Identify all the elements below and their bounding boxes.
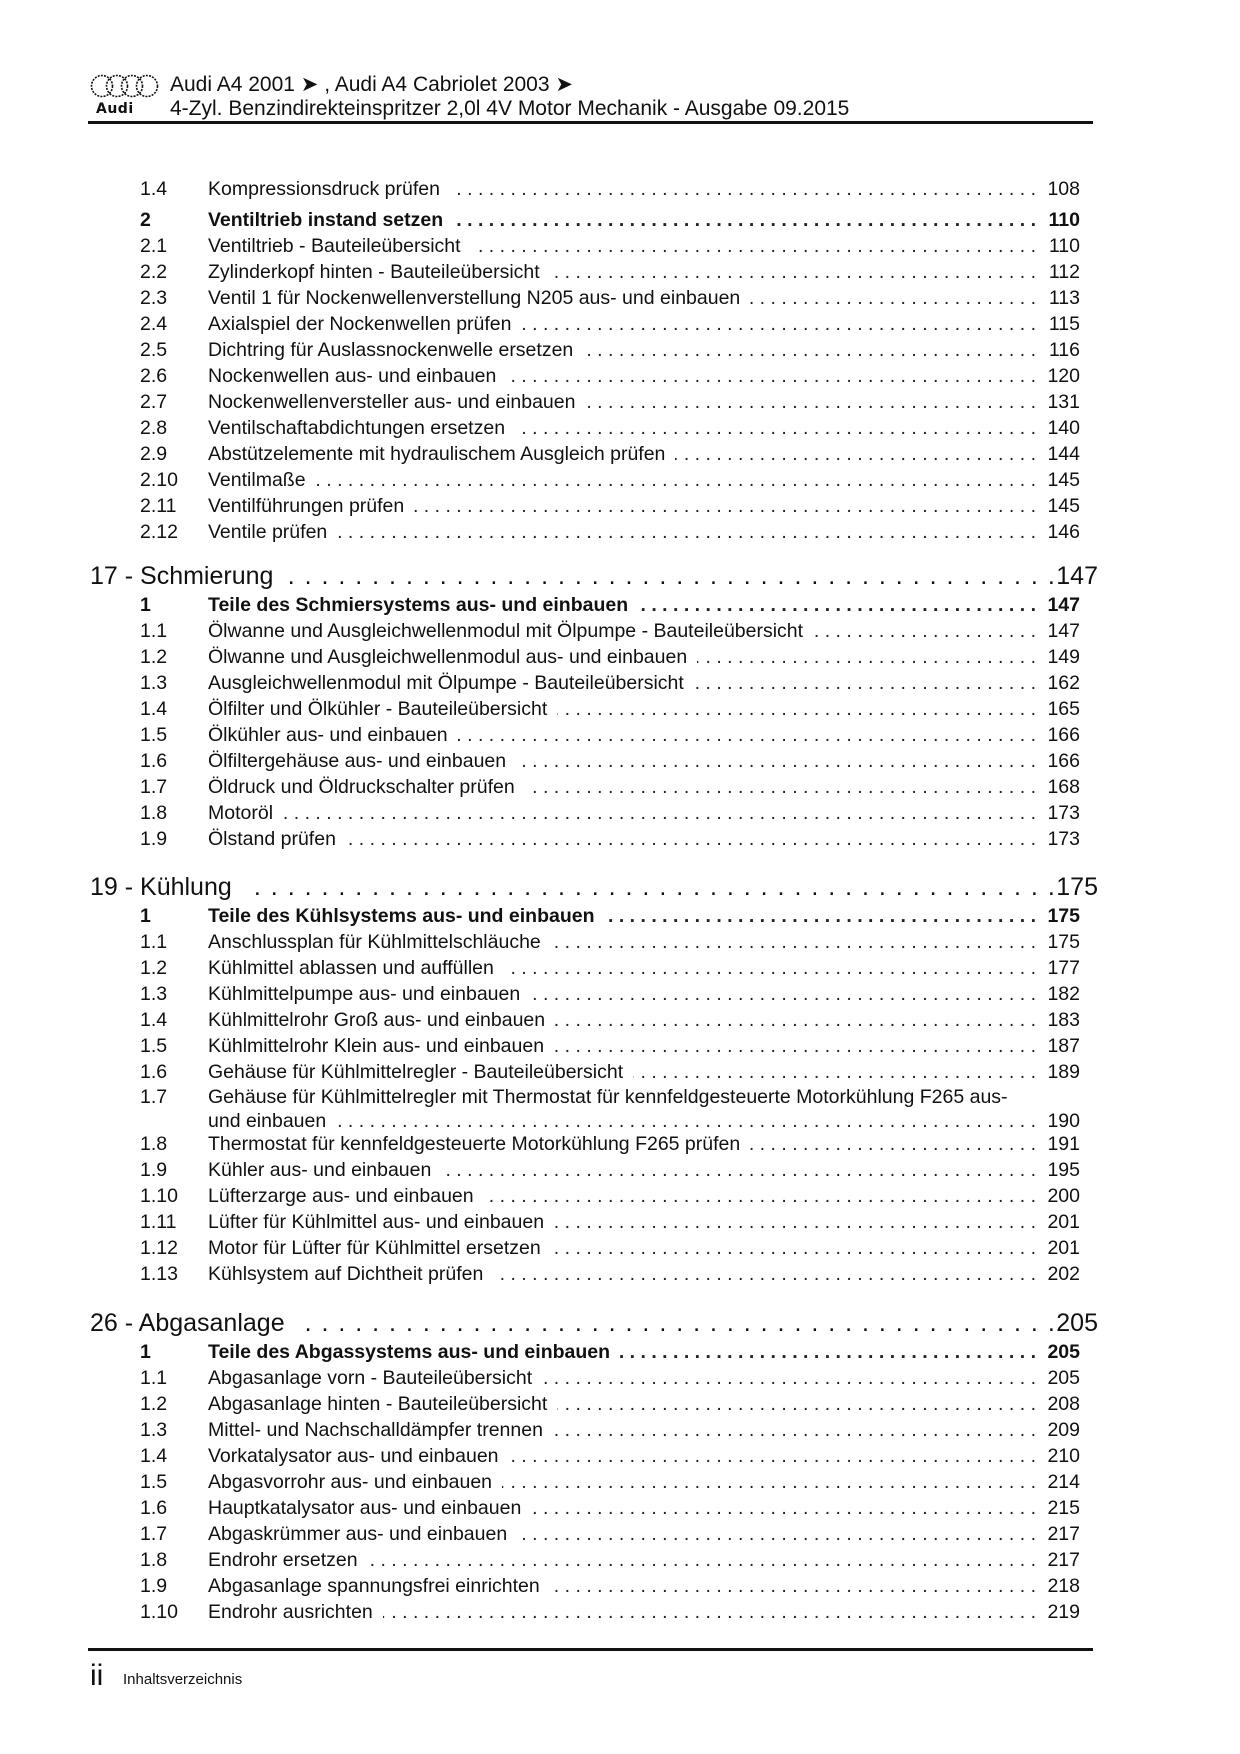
toc-entry-title: Ölfiltergehäuse aus- und einbauen bbox=[208, 750, 507, 772]
dot-leader bbox=[297, 1308, 1057, 1338]
toc-entry-title: Ölkühler aus- und einbauen bbox=[208, 724, 448, 746]
dot-leader bbox=[694, 671, 1036, 695]
toc-entry[interactable] bbox=[140, 1131, 1080, 1157]
toc-entry-title: Ventile prüfen bbox=[208, 521, 328, 543]
toc-entry-number: 1.7 bbox=[140, 1086, 168, 1108]
toc-entry-number: 1.4 bbox=[140, 1445, 168, 1467]
toc-entry[interactable] bbox=[140, 415, 1080, 441]
toc-entry-page: 115 bbox=[1048, 313, 1080, 335]
toc-entry[interactable] bbox=[140, 1183, 1080, 1209]
toc-entry-page: 147 bbox=[1047, 594, 1080, 616]
toc-entry-title: Lüfter für Kühlmittel aus- und einbauen bbox=[208, 1211, 545, 1233]
dot-leader bbox=[493, 1262, 1036, 1286]
dot-leader bbox=[337, 520, 1036, 544]
toc-entry[interactable] bbox=[140, 441, 1080, 467]
toc-entry-page: 145 bbox=[1047, 469, 1080, 491]
header-vehicle-models: Audi A4 2001 ➤ , Audi A4 Cabriolet 2003 ➤ bbox=[170, 73, 573, 96]
toc-entry-number: 1.3 bbox=[140, 672, 168, 694]
toc-entry-title: Teile des Kühlsystems aus- und einbauen bbox=[208, 905, 595, 927]
toc-entry-number: 2.12 bbox=[140, 521, 178, 543]
dot-leader bbox=[509, 1444, 1036, 1468]
footer-page-number: ii bbox=[90, 1659, 104, 1692]
dot-leader bbox=[557, 697, 1036, 721]
toc-entry-number: 2 bbox=[140, 209, 151, 231]
toc-entry-number: 1 bbox=[140, 905, 151, 927]
toc-entry-number: 1.9 bbox=[140, 1159, 168, 1181]
toc-entry[interactable] bbox=[140, 363, 1080, 389]
toc-entry-title: Thermostat für kennfeldgesteuerte Motorkühlung F265 prüfen bbox=[208, 1133, 741, 1155]
toc-entry[interactable] bbox=[140, 1547, 1080, 1573]
toc-entry-title: Vorkatalysator aus- und einbauen bbox=[208, 1445, 499, 1467]
toc-entry-number: 2.10 bbox=[140, 469, 178, 491]
toc-entry-page: 218 bbox=[1047, 1575, 1080, 1597]
toc-entry-title: Öldruck und Öldruckschalter prüfen bbox=[208, 776, 515, 798]
toc-entry-page: 113 bbox=[1048, 287, 1080, 309]
footer-label: Inhaltsverzeichnis bbox=[123, 1671, 243, 1688]
toc-entry[interactable] bbox=[140, 955, 1080, 981]
dot-leader bbox=[484, 1184, 1036, 1208]
toc-entry[interactable] bbox=[140, 1521, 1080, 1547]
toc-entry-title: Ventiltrieb instand setzen bbox=[208, 209, 444, 231]
toc-entry-page: 175 bbox=[1047, 931, 1080, 953]
toc-entry-page: 144 bbox=[1047, 443, 1080, 465]
toc-entry-title: Ventil 1 für Nockenwellenverstellung N205 aus- und einbauen bbox=[208, 287, 741, 309]
toc-entry[interactable] bbox=[140, 1469, 1080, 1495]
toc-chapter-heading[interactable] bbox=[90, 871, 1098, 903]
toc-entry-number: 2.5 bbox=[140, 339, 168, 361]
toc-entry-title: Ventilschaftabdichtungen ersetzen bbox=[208, 417, 506, 439]
dot-leader bbox=[605, 904, 1037, 928]
toc-entry-page: 187 bbox=[1047, 1035, 1080, 1057]
toc-entry-number: 1.6 bbox=[140, 1497, 168, 1519]
toc-entry-page: 205 bbox=[1047, 1341, 1080, 1363]
toc-entry-page: 214 bbox=[1047, 1471, 1080, 1493]
dot-leader bbox=[750, 286, 1036, 310]
toc-entry-page: 140 bbox=[1047, 417, 1080, 439]
dot-leader bbox=[551, 1236, 1036, 1260]
toc-entry[interactable] bbox=[140, 1157, 1080, 1183]
dot-leader bbox=[414, 494, 1036, 518]
toc-entry[interactable] bbox=[140, 1599, 1080, 1625]
toc-entry-title: Teile des Abgassystems aus- und einbauen bbox=[208, 1341, 611, 1363]
dot-leader bbox=[517, 1522, 1036, 1546]
toc-entry[interactable] bbox=[140, 696, 1080, 722]
toc-entry-title: Mittel- und Nachschalldämpfer trennen bbox=[208, 1419, 543, 1441]
toc-entry[interactable] bbox=[140, 826, 1080, 852]
toc-entry-page: 189 bbox=[1047, 1061, 1080, 1083]
toc-entry-page: 149 bbox=[1047, 646, 1080, 668]
toc-entry[interactable] bbox=[140, 233, 1080, 259]
toc-entry-number: 2.11 bbox=[140, 495, 177, 517]
header-divider bbox=[88, 121, 1093, 124]
toc-entry-page: 173 bbox=[1047, 802, 1080, 824]
toc-entry-title: Kompressionsdruck prüfen bbox=[208, 178, 440, 200]
toc-entry-number: 1.5 bbox=[140, 724, 168, 746]
toc-entry-page: 165 bbox=[1047, 698, 1080, 720]
toc-entry[interactable] bbox=[140, 929, 1080, 955]
toc-entry-number: 1.10 bbox=[140, 1601, 178, 1623]
dot-leader bbox=[283, 801, 1036, 825]
toc-entry[interactable] bbox=[140, 1209, 1080, 1235]
toc-entry[interactable] bbox=[140, 1059, 1080, 1085]
dot-leader bbox=[531, 1496, 1036, 1520]
toc-entry-number: 1.8 bbox=[140, 802, 168, 824]
toc-entry[interactable] bbox=[140, 644, 1080, 670]
toc-entry-title: Ventiltrieb - Bauteileübersicht bbox=[208, 235, 461, 257]
dot-leader bbox=[522, 312, 1037, 336]
toc-entry-number: 1.13 bbox=[140, 1263, 178, 1285]
toc-entry-title: Endrohr ersetzen bbox=[208, 1549, 358, 1571]
toc-entry[interactable] bbox=[140, 1443, 1080, 1469]
toc-entry-title: Abgasanlage hinten - Bauteileübersicht bbox=[208, 1393, 548, 1415]
chapter-title: 19 - Kühlung bbox=[90, 873, 232, 901]
toc-entry[interactable] bbox=[140, 1261, 1080, 1287]
toc-entry-number: 1.3 bbox=[140, 1419, 168, 1441]
toc-entry[interactable] bbox=[140, 1085, 1080, 1133]
dot-leader bbox=[504, 956, 1036, 980]
dot-leader bbox=[554, 1034, 1036, 1058]
dot-leader bbox=[542, 1366, 1036, 1390]
dot-leader bbox=[516, 749, 1036, 773]
dot-leader bbox=[750, 1132, 1036, 1156]
toc-entry-title: Zylinderkopf hinten - Bauteileübersicht bbox=[208, 261, 540, 283]
toc-entry-page: 131 bbox=[1047, 391, 1080, 413]
toc-entry-number: 1.7 bbox=[140, 1523, 168, 1545]
dot-leader bbox=[441, 1158, 1036, 1182]
toc-entry[interactable] bbox=[140, 176, 1080, 202]
toc-entry-title: Gehäuse für Kühlmittelregler mit Thermostat für kennfeldgesteuerte Motorkühlung F265 aus- bbox=[208, 1086, 1008, 1108]
toc-entry-page: 191 bbox=[1047, 1133, 1080, 1155]
dot-leader bbox=[551, 930, 1036, 954]
toc-entry-number: 2.9 bbox=[140, 443, 168, 465]
dot-leader bbox=[453, 208, 1036, 232]
toc-entry-number: 1.2 bbox=[140, 646, 168, 668]
toc-entry-page: 146 bbox=[1047, 521, 1080, 543]
toc-entry[interactable] bbox=[140, 389, 1080, 415]
dot-leader bbox=[336, 1109, 1036, 1133]
chapter-page: 175 bbox=[1056, 873, 1098, 901]
toc-entry[interactable] bbox=[140, 748, 1080, 774]
toc-entry-page: 183 bbox=[1047, 1009, 1080, 1031]
toc-entry-title: Kühlmittel ablassen und auffüllen bbox=[208, 957, 494, 979]
toc-entry-number: 2.8 bbox=[140, 417, 168, 439]
toc-entry-number: 2.3 bbox=[140, 287, 168, 309]
toc-entry[interactable] bbox=[140, 467, 1080, 493]
toc-entry-title: Abgasanlage vorn - Bauteileübersicht bbox=[208, 1367, 533, 1389]
toc-entry-title: Dichtring für Auslassnockenwelle ersetzen bbox=[208, 339, 574, 361]
toc-entry[interactable] bbox=[140, 1495, 1080, 1521]
toc-entry[interactable] bbox=[140, 1391, 1080, 1417]
toc-entry-number: 1.6 bbox=[140, 750, 168, 772]
toc-entry-title: Hauptkatalysator aus- und einbauen bbox=[208, 1497, 522, 1519]
dot-leader bbox=[620, 1340, 1036, 1364]
toc-entry-title: Ölwanne und Ausgleichwellenmodul aus- und einbauen bbox=[208, 646, 688, 668]
toc-entry-number: 1.4 bbox=[140, 1009, 168, 1031]
toc-entry[interactable] bbox=[140, 618, 1080, 644]
toc-entry[interactable] bbox=[140, 774, 1080, 800]
header-manual-title: 4-Zyl. Benzindirekteinspritzer 2,0l 4V Motor Mechanik - Ausgabe 09.2015 bbox=[170, 97, 850, 120]
toc-entry-number: 2.2 bbox=[140, 261, 168, 283]
toc-entry-page: 110 bbox=[1048, 209, 1080, 231]
dot-leader bbox=[285, 561, 1056, 591]
toc-entry[interactable] bbox=[140, 1339, 1080, 1365]
toc-entry-number: 1.5 bbox=[140, 1471, 168, 1493]
toc-entry-title: Ölwanne und Ausgleichwellenmodul mit Ölpumpe - Bauteileübersicht bbox=[208, 620, 804, 642]
toc-entry-title: Endrohr ausrichten bbox=[208, 1601, 373, 1623]
toc-entry-number: 1 bbox=[140, 1341, 151, 1363]
toc-entry-title: Abgasanlage spannungsfrei einrichten bbox=[208, 1575, 540, 1597]
toc-entry[interactable] bbox=[140, 337, 1080, 363]
toc-entry[interactable] bbox=[140, 1033, 1080, 1059]
dot-leader bbox=[553, 1418, 1036, 1442]
toc-entry[interactable] bbox=[140, 311, 1080, 337]
toc-entry-page: 219 bbox=[1047, 1601, 1080, 1623]
dot-leader bbox=[557, 1392, 1036, 1416]
toc-entry-number: 2.1 bbox=[140, 235, 168, 257]
toc-entry-page: 147 bbox=[1047, 620, 1080, 642]
toc-entry-page: 166 bbox=[1047, 724, 1080, 746]
dot-leader bbox=[525, 775, 1036, 799]
toc-entry-number: 1.1 bbox=[140, 1367, 168, 1389]
toc-entry-title: Lüfterzarge aus- und einbauen bbox=[208, 1185, 474, 1207]
toc-entry-number: 2.6 bbox=[140, 365, 168, 387]
toc-entry-title: Kühlmittelrohr Groß aus- und einbauen bbox=[208, 1009, 546, 1031]
dot-leader bbox=[368, 1548, 1036, 1572]
toc-entry-title: Ölfilter und Ölkühler - Bauteileübersicht bbox=[208, 698, 548, 720]
toc-entry-number: 1.6 bbox=[140, 1061, 168, 1083]
toc-entry-number: 1.4 bbox=[140, 698, 168, 720]
audi-wordmark: Audi bbox=[96, 101, 134, 117]
toc-entry-page: 110 bbox=[1048, 235, 1080, 257]
toc-entry[interactable] bbox=[140, 670, 1080, 696]
toc-entry-title-continued: und einbauen bbox=[208, 1110, 327, 1132]
toc-entry-page: 175 bbox=[1047, 905, 1080, 927]
chapter-title: 26 - Abgasanlage bbox=[90, 1309, 285, 1337]
dot-leader bbox=[346, 827, 1036, 851]
toc-entry[interactable] bbox=[140, 207, 1080, 233]
dot-leader bbox=[383, 1600, 1036, 1624]
toc-entry-page: 195 bbox=[1047, 1159, 1080, 1181]
dot-leader bbox=[813, 619, 1036, 643]
footer-divider bbox=[88, 1648, 1093, 1651]
toc-entry[interactable] bbox=[140, 519, 1080, 545]
toc-entry-number: 1.10 bbox=[140, 1185, 178, 1207]
toc-entry-page: 182 bbox=[1047, 983, 1080, 1005]
toc-entry-title: Teile des Schmiersystems aus- und einbauen bbox=[208, 594, 629, 616]
toc-entry-number: 1.9 bbox=[140, 1575, 168, 1597]
toc-entry[interactable] bbox=[140, 493, 1080, 519]
toc-entry-page: 215 bbox=[1047, 1497, 1080, 1519]
toc-entry-title: Abgaskrümmer aus- und einbauen bbox=[208, 1523, 508, 1545]
dot-leader bbox=[550, 260, 1036, 284]
toc-entry-page: 166 bbox=[1047, 750, 1080, 772]
toc-entry-number: 1.8 bbox=[140, 1133, 168, 1155]
dot-leader bbox=[554, 1210, 1036, 1234]
toc-entry-title: Motoröl bbox=[208, 802, 274, 824]
toc-entry-title: Axialspiel der Nockenwellen prüfen bbox=[208, 313, 512, 335]
toc-entry[interactable] bbox=[140, 1235, 1080, 1261]
toc-entry-number: 1.12 bbox=[140, 1237, 178, 1259]
toc-entry-page: 108 bbox=[1047, 178, 1080, 200]
audi-rings-logo-icon bbox=[90, 73, 160, 99]
toc-entry-title: Abstützelemente mit hydraulischem Ausgleich prüfen bbox=[208, 443, 666, 465]
dot-leader bbox=[585, 390, 1036, 414]
toc-entry-page: 177 bbox=[1047, 957, 1080, 979]
chapter-page: 205 bbox=[1056, 1309, 1098, 1337]
toc-entry-title: Motor für Lüfter für Kühlmittel ersetzen bbox=[208, 1237, 541, 1259]
toc-entry-page: 112 bbox=[1048, 261, 1080, 283]
toc-entry-number: 1.8 bbox=[140, 1549, 168, 1571]
toc-entry-page: 162 bbox=[1047, 672, 1080, 694]
toc-entry-page: 168 bbox=[1047, 776, 1080, 798]
toc-entry-number: 2.7 bbox=[140, 391, 168, 413]
toc-entry[interactable] bbox=[140, 259, 1080, 285]
toc-entry-number: 1.3 bbox=[140, 983, 168, 1005]
toc-entry-number: 1.1 bbox=[140, 620, 168, 642]
toc-entry-title: Gehäuse für Kühlmittelregler - Bauteileübersicht bbox=[208, 1061, 624, 1083]
chapter-page: 147 bbox=[1056, 562, 1098, 590]
dot-leader bbox=[450, 177, 1036, 201]
toc-entry-title: Nockenwellenversteller aus- und einbauen bbox=[208, 391, 576, 413]
toc-entry-number: 1.7 bbox=[140, 776, 168, 798]
dot-leader bbox=[515, 416, 1036, 440]
toc-entry-title: Ventilführungen prüfen bbox=[208, 495, 405, 517]
toc-entry-number: 2.4 bbox=[140, 313, 168, 335]
toc-entry-title: Nockenwellen aus- und einbauen bbox=[208, 365, 497, 387]
toc-entry[interactable] bbox=[140, 1417, 1080, 1443]
toc-entry-page: 116 bbox=[1048, 339, 1080, 361]
toc-entry-title: Kühlmittelpumpe aus- und einbauen bbox=[208, 983, 521, 1005]
toc-entry-page: 202 bbox=[1047, 1263, 1080, 1285]
toc-entry-number: 1.5 bbox=[140, 1035, 168, 1057]
toc-chapter-heading[interactable] bbox=[90, 560, 1098, 592]
dot-leader bbox=[530, 982, 1036, 1006]
toc-entry-number: 1.2 bbox=[140, 1393, 168, 1415]
dot-leader bbox=[471, 234, 1036, 258]
toc-entry-number: 1.11 bbox=[140, 1211, 177, 1233]
toc-chapter-heading[interactable] bbox=[90, 1307, 1098, 1339]
toc-entry-page: 210 bbox=[1047, 1445, 1080, 1467]
toc-entry-page: 145 bbox=[1047, 495, 1080, 517]
toc-entry[interactable] bbox=[140, 903, 1080, 929]
toc-entry[interactable] bbox=[140, 981, 1080, 1007]
toc-entry-page: 173 bbox=[1047, 828, 1080, 850]
dot-leader bbox=[583, 338, 1036, 362]
toc-entry-title: Ventilmaße bbox=[208, 469, 306, 491]
toc-entry[interactable] bbox=[140, 722, 1080, 748]
toc-entry-page: 208 bbox=[1047, 1393, 1080, 1415]
toc-entry-page: 217 bbox=[1047, 1523, 1080, 1545]
toc-entry[interactable] bbox=[140, 285, 1080, 311]
chapter-title: 17 - Schmierung bbox=[90, 562, 274, 590]
dot-leader bbox=[506, 364, 1036, 388]
toc-entry[interactable] bbox=[140, 800, 1080, 826]
toc-entry[interactable] bbox=[140, 592, 1080, 618]
toc-entry-title: Abgasvorrohr aus- und einbauen bbox=[208, 1471, 493, 1493]
toc-entry-page: 201 bbox=[1047, 1211, 1080, 1233]
toc-entry-title: Kühlsystem auf Dichtheit prüfen bbox=[208, 1263, 484, 1285]
toc-entry-number: 1.1 bbox=[140, 931, 168, 953]
dot-leader bbox=[555, 1008, 1036, 1032]
toc-entry[interactable] bbox=[140, 1365, 1080, 1391]
toc-entry-number: 1 bbox=[140, 594, 151, 616]
toc-entry-page: 200 bbox=[1047, 1185, 1080, 1207]
toc-entry-number: 1.2 bbox=[140, 957, 168, 979]
toc-entry-page: 205 bbox=[1047, 1367, 1080, 1389]
dot-leader bbox=[502, 1470, 1036, 1494]
toc-entry-page: 209 bbox=[1047, 1419, 1080, 1441]
toc-entry-title: Ausgleichwellenmodul mit Ölpumpe - Bauteileübersicht bbox=[208, 672, 684, 694]
dot-leader bbox=[458, 723, 1036, 747]
dot-leader bbox=[316, 468, 1036, 492]
toc-entry[interactable] bbox=[140, 1007, 1080, 1033]
toc-entry-number: 1.9 bbox=[140, 828, 168, 850]
toc-entry-title: Ölstand prüfen bbox=[208, 828, 336, 850]
toc-entry-page: 201 bbox=[1047, 1237, 1080, 1259]
dot-leader bbox=[638, 593, 1036, 617]
dot-leader bbox=[244, 872, 1057, 902]
toc-entry-number: 1.4 bbox=[140, 178, 168, 200]
toc-entry-page: 120 bbox=[1047, 365, 1080, 387]
dot-leader bbox=[697, 645, 1036, 669]
dot-leader bbox=[633, 1060, 1036, 1084]
dot-leader bbox=[550, 1574, 1036, 1598]
toc-entry[interactable] bbox=[140, 1573, 1080, 1599]
toc-entry-title: Kühler aus- und einbauen bbox=[208, 1159, 432, 1181]
toc-entry-title: Kühlmittelrohr Klein aus- und einbauen bbox=[208, 1035, 545, 1057]
dot-leader bbox=[675, 442, 1036, 466]
toc-entry-page: 217 bbox=[1047, 1549, 1080, 1571]
toc-entry-title: Anschlussplan für Kühlmittelschläuche bbox=[208, 931, 541, 953]
toc-entry-page: 190 bbox=[1047, 1110, 1080, 1132]
